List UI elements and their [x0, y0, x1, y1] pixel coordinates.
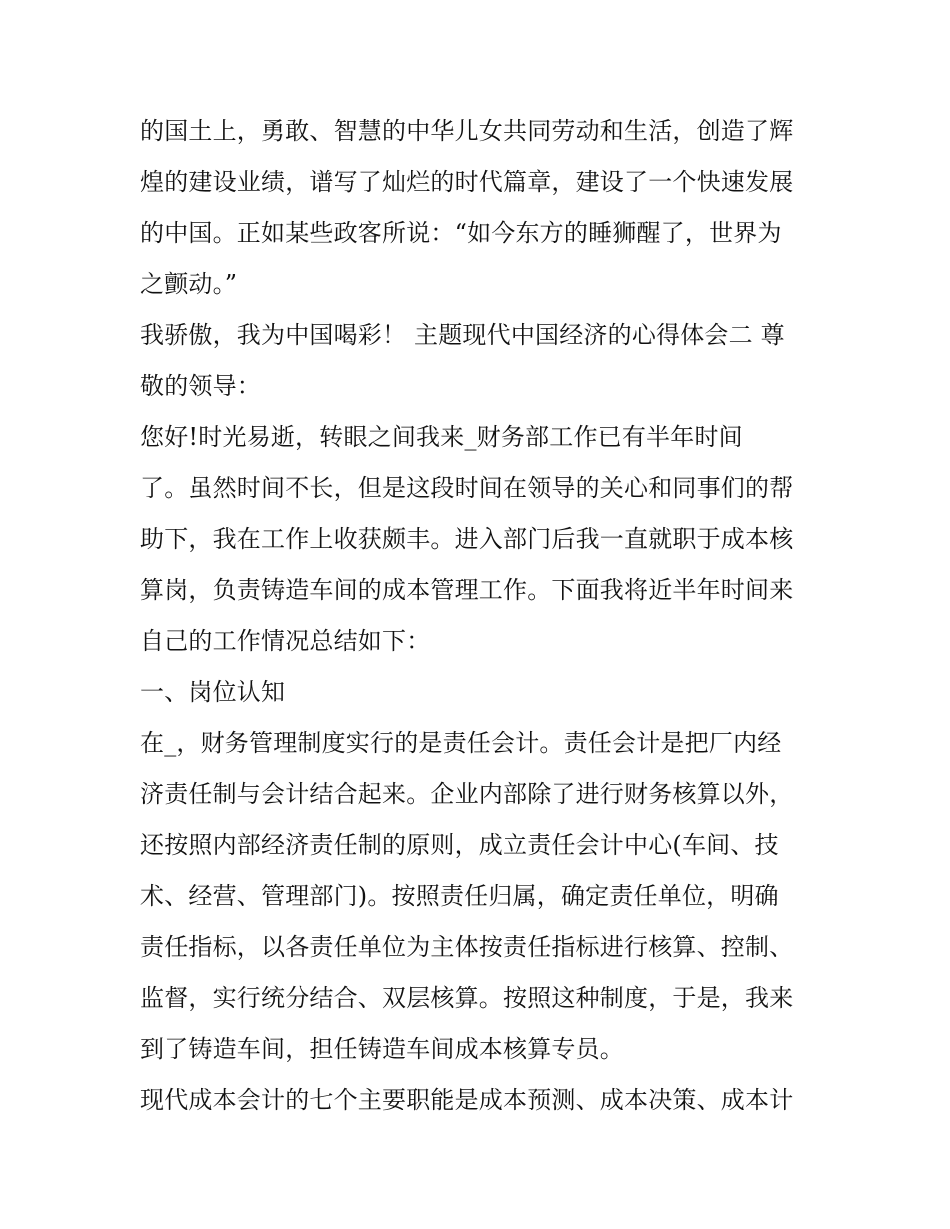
- text-line: 您好!时光易逝，转眼之间我来_财务部工作已有半年时间: [140, 423, 743, 451]
- section-heading: 一、岗位认知: [140, 678, 286, 706]
- text-line: 了。虽然时间不长，但是这段时间在领导的关心和同事们的帮: [140, 474, 794, 502]
- text-line: 助下，我在工作上收获颇丰。进入部门后我一直就职于成本核: [140, 525, 794, 553]
- text-line: 到了铸造车间，担任铸造车间成本核算专员。: [140, 1035, 624, 1063]
- text-line: 责任指标，以各责任单位为主体按责任指标进行核算、控制、: [140, 933, 794, 961]
- text-line: 算岗，负责铸造车间的成本管理工作。下面我将近半年时间来: [140, 576, 794, 604]
- text-line: 现代成本会计的七个主要职能是成本预测、成本决策、成本计: [140, 1086, 794, 1114]
- text-line: 还按照内部经济责任制的原则，成立责任会计中心(车间、技: [140, 831, 779, 859]
- text-line: 煌的建设业绩，谱写了灿烂的时代篇章，建设了一个快速发展: [140, 168, 794, 196]
- text-line: 监督，实行统分结合、双层核算。按照这种制度，于是，我来: [140, 984, 794, 1012]
- document-body: [140, 106, 820, 1126]
- text-line: 之颤动。”: [140, 270, 238, 298]
- text-line: 我骄傲，我为中国喝彩！ 主题现代中国经济的心得体会二 尊: [140, 321, 785, 349]
- text-line: 的国土上，勇敢、智慧的中华儿女共同劳动和生活，创造了辉: [140, 117, 794, 145]
- text-line: 在_，财务管理制度实行的是责任会计。责任会计是把厂内经: [140, 729, 782, 757]
- text-line: 术、经营、管理部门)。按照责任归属，确定责任单位，明确: [140, 882, 779, 910]
- text-line: 敬的领导：: [140, 372, 261, 400]
- text-line: 自己的工作情况总结如下：: [140, 627, 431, 655]
- text-line: 济责任制与会计结合起来。企业内部除了进行财务核算以外，: [140, 780, 794, 808]
- text-line: 的中国。正如某些政客所说：“如今东方的睡狮醒了，世界为: [140, 219, 782, 247]
